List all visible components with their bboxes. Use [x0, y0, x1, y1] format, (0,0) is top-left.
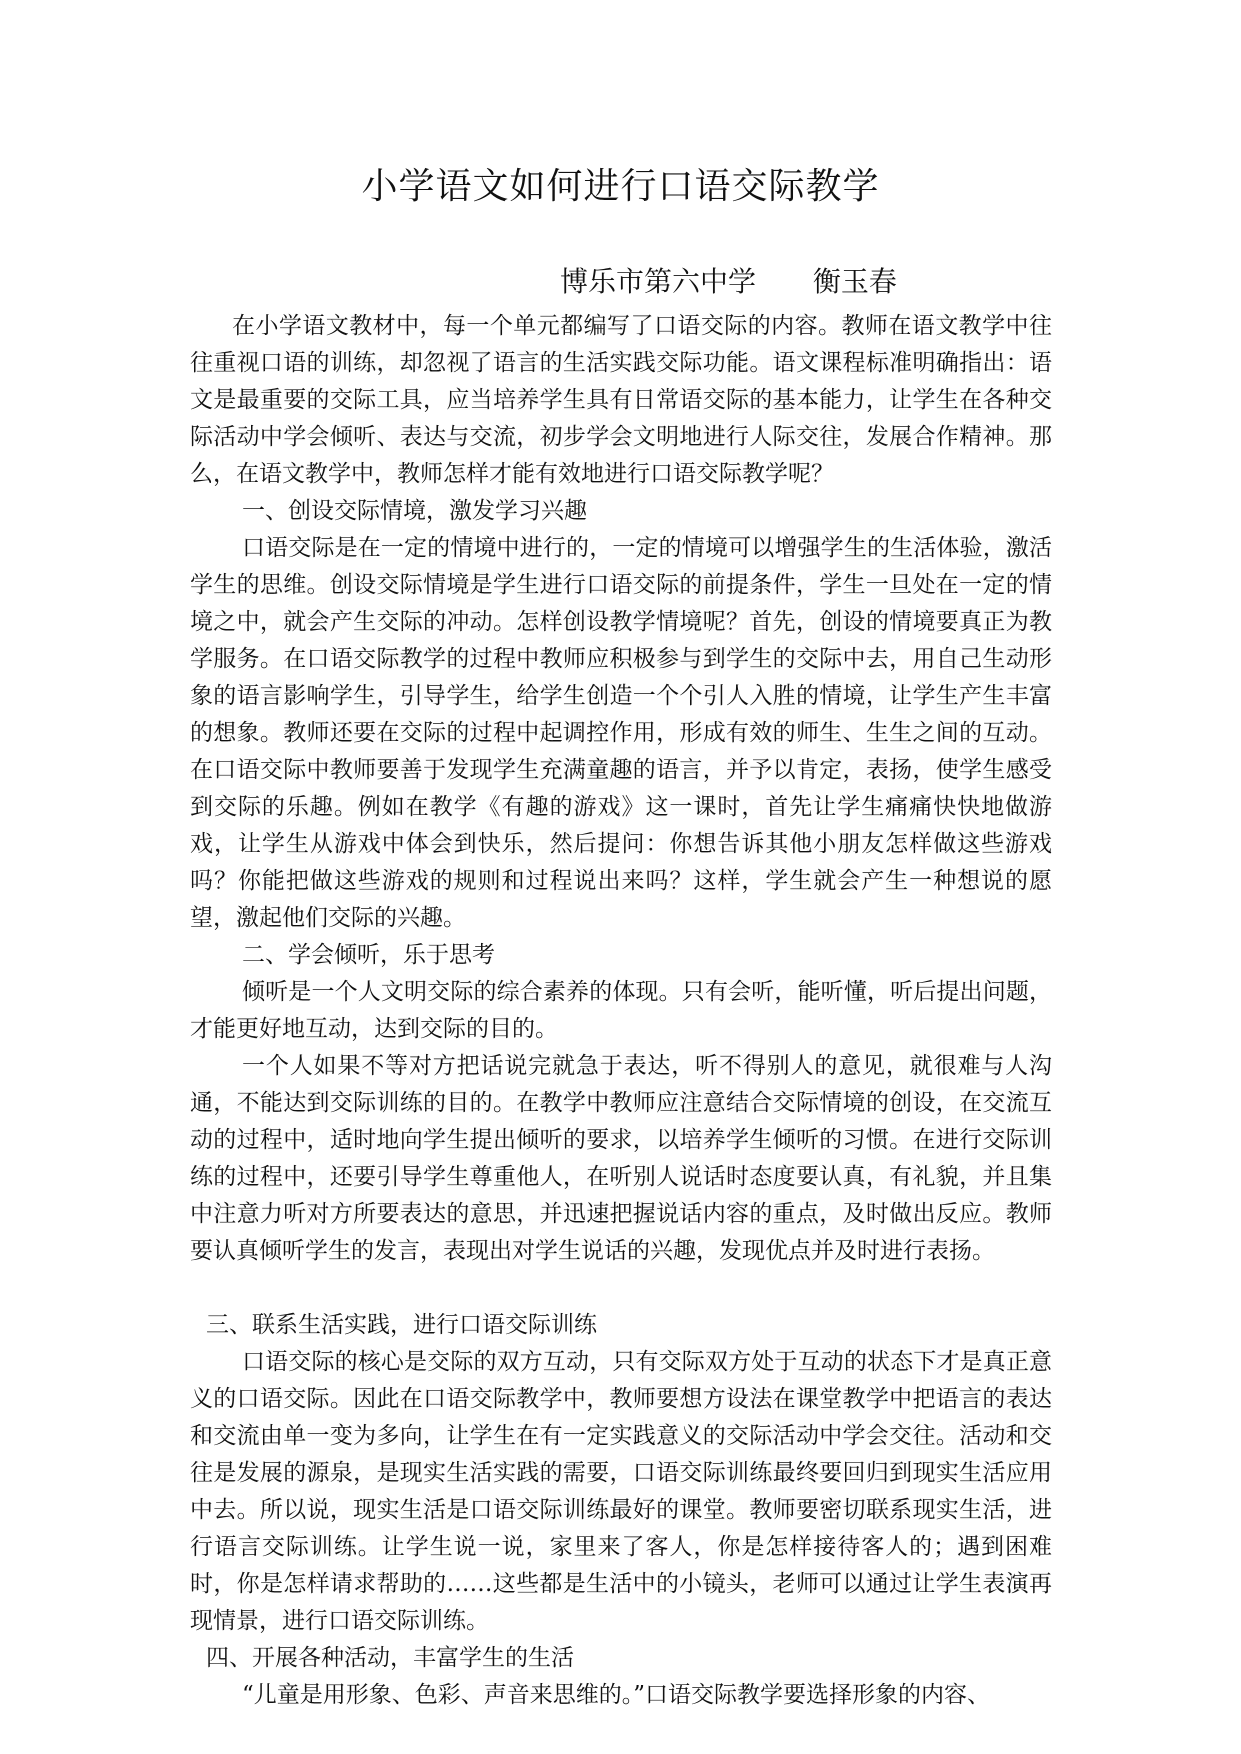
section-1-paragraph: 口语交际是在一定的情境中进行的，一定的情境可以增强学生的生活体验，激活学生的思维。创设交际情境是学生进行口语交际的前提条件，学生一旦处在一定的情境之中，就会产生交际的冲动。怎样创设教学情境呢？首先，创设的情境要真正为教学服务。在口语交际教学的过程中教师应积极参与到学生的交际中去，用自己生动形象的语言影响学生，引导学生，给学生创造一个个引人入胜的情境，让学生产生丰富的想象。教师还要在交际的过程中起调控作用，形成有效的师生、生生之间的互动。在口语交际中教师要善于发现学生充满童趣的语言，并予以肯定，表扬，使学生感受到交际的乐趣。例如在教学《有趣的游戏》这一课时，首先让学生痛痛快快地做游戏，让学生从游戏中体会到快乐，然后提问：你想告诉其他小朋友怎样做这些游戏吗？你能把做这些游戏的规则和过程说出来吗？这样，学生就会产生一种想说的愿望，激起他们交际的兴趣。: [190, 535, 1052, 931]
byline-school: 博乐市第六中学: [560, 265, 757, 298]
section-heading-3: 三、联系生活实践，进行口语交际训练: [206, 1312, 597, 1338]
document-title: 小学语文如何进行口语交际教学: [361, 166, 880, 207]
section-heading-2: 二、学会倾听，乐于思考: [242, 942, 495, 968]
section-3-paragraph: 口语交际的核心是交际的双方互动，只有交际双方处于互动的状态下才是真正意义的口语交际。因此在口语交际教学中，教师要想方设法在课堂教学中把语言的表达和交流由单一变为多向，让学生在有一定实践意义的交际活动中学会交往。活动和交往是发展的源泉，是现实生活实践的需要，口语交际训练最终要回归到现实生活应用中去。所以说，现实生活是口语交际训练最好的课堂。教师要密切联系现实生活，进行语言交际训练。让学生说一说，家里来了客人，你是怎样接待客人的；遇到困难时，你是怎样请求帮助的……这些都是生活中的小镜头，老师可以通过让学生表演再现情景，进行口语交际训练。: [190, 1349, 1052, 1634]
section-heading-1: 一、创设交际情境，激发学习兴趣: [242, 498, 587, 524]
section-heading-4: 四、开展各种活动，丰富学生的生活: [206, 1645, 574, 1671]
article-body: [190, 308, 1052, 1714]
section-4-paragraph: “儿童是用形象、色彩、声音来思维的。”口语交际教学要选择形象的内容、: [242, 1682, 991, 1708]
section-2-paragraph-a: 倾听是一个人文明交际的综合素养的体现。只有会听，能听懂，听后提出问题，才能更好地互动，达到交际的目的。: [190, 979, 1052, 1042]
byline: [560, 260, 897, 300]
section-2-paragraph-b: 一个人如果不等对方把话说完就急于表达，听不得别人的意见，就很难与人沟通，不能达到交际训练的目的。在教学中教师应注意结合交际情境的创设，在交流互动的过程中，适时地向学生提出倾听的要求，以培养学生倾听的习惯。在进行交际训练的过程中，还要引导学生尊重他人，在听别人说话时态度要认真，有礼貌，并且集中注意力听对方所要表达的意思，并迅速把握说话内容的重点，及时做出反应。教师要认真倾听学生的发言，表现出对学生说话的兴趣，发现优点并及时进行表扬。: [190, 1053, 1052, 1264]
byline-author: 衡玉春: [812, 265, 897, 298]
intro-paragraph: 在小学语文教材中，每一个单元都编写了口语交际的内容。教师在语文教学中往往重视口语的训练，却忽视了语言的生活实践交际功能。语文课程标准明确指出：语文是最重要的交际工具，应当培养学生具有日常语交际的基本能力，让学生在各种交际活动中学会倾听、表达与交流，初步学会文明地进行人际交往，发展合作精神。那么，在语文教学中，教师怎样才能有效地进行口语交际教学呢？: [190, 313, 1052, 487]
